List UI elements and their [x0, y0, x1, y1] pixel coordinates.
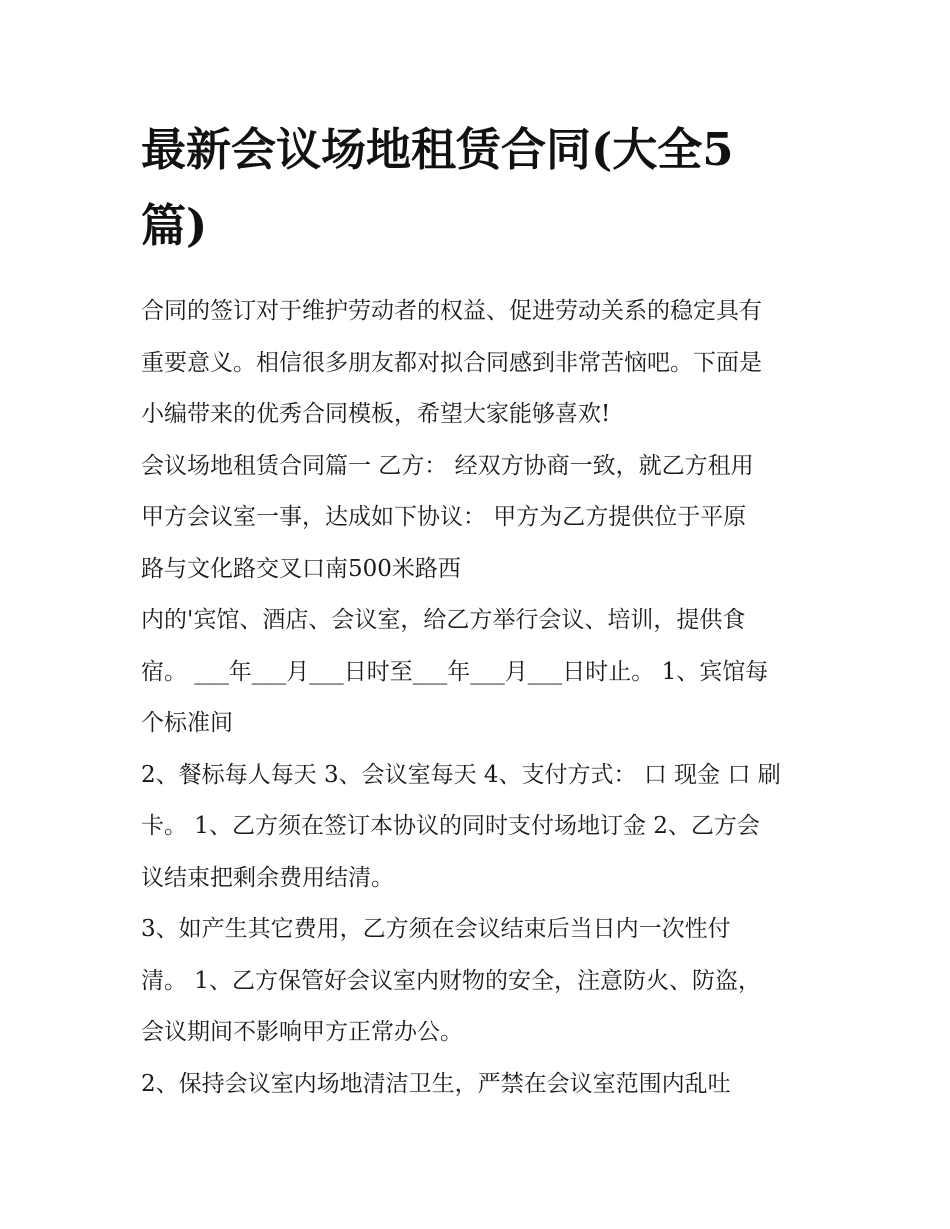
document-page	[141, 112, 821, 1110]
body-line: 3、如产生其它费用，乙方须在会议结束后当日内一次性付	[141, 916, 731, 942]
document-title	[141, 112, 821, 264]
body-line: 小编带来的优秀合同模板，希望大家能够喜欢!	[141, 401, 611, 427]
body-line: 2、保持会议室内场地清洁卫生，严禁在会议室范围内乱吐	[141, 1070, 731, 1097]
body-line: 个标准间	[141, 710, 233, 736]
body-line: 清。 1、乙方保管好会议室内财物的安全，注意防火、防盗，	[141, 967, 761, 994]
document-body	[141, 286, 821, 1110]
body-line: 会议期间不影响甲方正常办公。	[141, 1019, 463, 1045]
body-line: 2、餐标每人每天 3、会议室每天 4、支付方式： 口 现金 口 刷	[141, 761, 781, 788]
body-line: 会议场地租赁合同篇一 乙方： 经双方协商一致，就乙方租用	[141, 452, 754, 479]
body-line: 路与文化路交叉口南500米路西	[141, 555, 461, 582]
body-line: 合同的签订对于维护劳动者的权益、促进劳动关系的稳定具有	[141, 298, 762, 324]
title-line: 篇)	[141, 199, 208, 252]
body-line: 甲方会议室一事，达成如下协议： 甲方为乙方提供位于平原	[141, 504, 747, 530]
title-line: 最新会议场地租赁合同(大全5	[141, 123, 734, 176]
body-line: 内的'宾馆、酒店、会议室，给乙方举行会议、培训，提供食	[141, 607, 746, 633]
body-line: 议结束把剩余费用结清。	[141, 864, 394, 891]
body-line: 卡。 1、乙方须在签订本协议的同时支付场地订金 2、乙方会	[141, 813, 760, 839]
body-line: 重要意义。相信很多朋友都对拟合同感到非常苦恼吧。下面是	[141, 349, 762, 376]
body-line: 宿。 ___年___月___日时至___年___月___日时止。 1、宾馆每	[141, 658, 769, 685]
